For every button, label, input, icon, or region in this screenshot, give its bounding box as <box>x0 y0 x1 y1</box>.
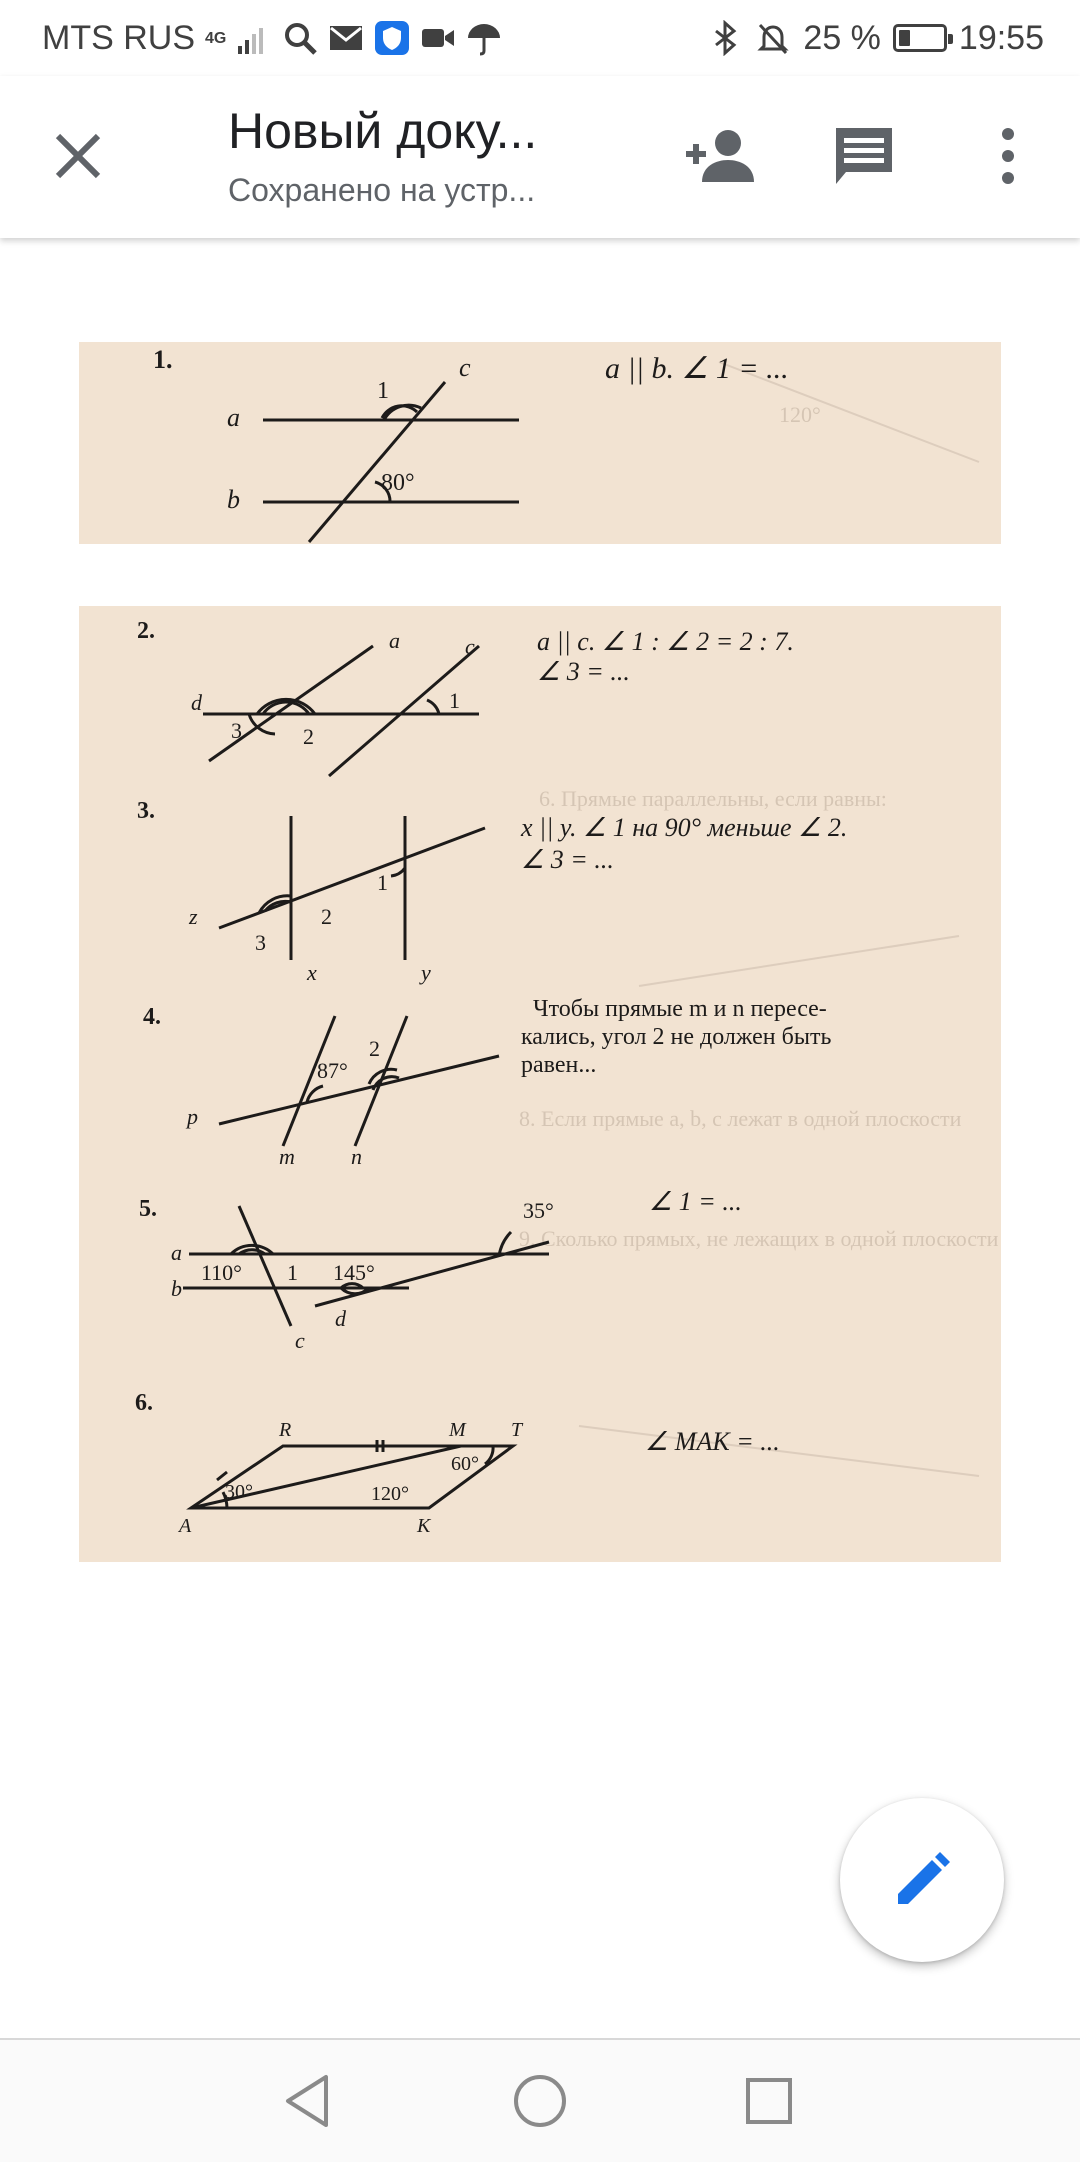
close-icon <box>52 130 104 182</box>
svg-text:n: n <box>351 1144 362 1169</box>
svg-text:8. Если прямые a, b, c лежат в: 8. Если прямые a, b, c лежат в одной плоскости <box>519 1106 962 1131</box>
svg-text:6.: 6. <box>135 1390 153 1416</box>
svg-text:Чтобы прямые m и n пересе-: Чтобы прямые m и n пересе- <box>533 996 827 1022</box>
document-subtitle: Сохранено на устр... <box>228 172 536 208</box>
svg-text:80°: 80° <box>381 470 415 496</box>
svg-text:120°: 120° <box>371 1483 409 1505</box>
svg-text:3.: 3. <box>137 798 155 824</box>
add-person-icon <box>684 126 756 186</box>
svg-text:2: 2 <box>303 724 314 749</box>
svg-text:d: d <box>335 1306 346 1331</box>
svg-text:A: A <box>179 1515 192 1537</box>
battery-percent: 25 % <box>803 18 881 57</box>
problem-1-figure <box>79 342 1001 544</box>
svg-text:35°: 35° <box>523 1198 554 1223</box>
comments-button[interactable] <box>828 120 900 192</box>
svg-text:a: a <box>171 1240 182 1265</box>
svg-text:y: y <box>421 960 431 985</box>
recents-icon <box>744 2076 794 2126</box>
svg-text:K: K <box>417 1515 431 1537</box>
umbrella-icon <box>466 20 502 56</box>
bluetooth-icon <box>707 20 743 56</box>
mute-icon <box>755 20 791 56</box>
more-button[interactable] <box>972 120 1044 192</box>
battery-icon <box>893 24 947 52</box>
status-bar <box>0 0 1080 76</box>
scanned-image-1 <box>79 342 1001 544</box>
signal-icon <box>236 20 272 56</box>
svg-text:145°: 145° <box>333 1260 375 1285</box>
svg-text:6. Прямые параллельны, если ра: 6. Прямые параллельны, если равны: <box>539 786 887 811</box>
svg-text:3: 3 <box>231 718 242 743</box>
problem-1-condition: a || b. ∠ 1 = ... <box>605 352 789 385</box>
svg-text:c: c <box>295 1328 305 1353</box>
svg-text:T: T <box>511 1419 523 1441</box>
home-button[interactable] <box>505 2066 575 2136</box>
svg-text:9. Сколько прямых, не лежащих: 9. Сколько прямых, не лежащих в одной плоскости <box>519 1226 999 1251</box>
share-button[interactable] <box>684 120 756 192</box>
shield-icon <box>374 20 410 56</box>
svg-text:d: d <box>191 690 202 715</box>
svg-text:60°: 60° <box>451 1453 479 1475</box>
navigation-bar <box>0 2038 1080 2162</box>
close-button[interactable] <box>46 124 110 188</box>
svg-text:5.: 5. <box>139 1196 157 1222</box>
svg-text:x || y. ∠ 1 на 90° меньше ∠: x || y. ∠ 1 на 90° меньше ∠ 2. <box>521 813 848 842</box>
svg-text:∠ MAK = ...: ∠ MAK = ... <box>645 1427 780 1456</box>
svg-text:1: 1 <box>287 1260 298 1285</box>
document-body[interactable] <box>0 238 1080 2038</box>
pencil-icon <box>892 1850 952 1910</box>
svg-text:∠ 3 = ...: ∠ 3 = ... <box>537 657 630 686</box>
recents-button[interactable] <box>734 2066 804 2136</box>
edit-button[interactable] <box>840 1798 1004 1962</box>
svg-text:z: z <box>189 904 198 929</box>
svg-text:c: c <box>459 353 471 382</box>
svg-text:a || c. ∠ 1 : ∠ 2 = 2 : 7.: a || c. ∠ 1 : ∠ 2 = 2 : 7. <box>537 627 794 656</box>
document-title: Новый доку... <box>228 103 538 159</box>
problems-2-6-figures <box>79 606 1001 1562</box>
svg-text:равен...: равен... <box>521 1052 597 1078</box>
clock: 19:55 <box>958 18 1044 57</box>
svg-text:∠ 3 = ...: ∠ 3 = ... <box>521 845 614 874</box>
svg-text:110°: 110° <box>201 1260 242 1285</box>
svg-text:c: c <box>465 634 475 659</box>
network-type: 4G <box>205 29 227 47</box>
svg-text:1: 1 <box>377 870 388 895</box>
svg-text:кались, угол 2 не должен быть: кались, угол 2 не должен быть <box>521 1024 832 1050</box>
video-icon <box>420 20 456 56</box>
svg-text:2: 2 <box>321 904 332 929</box>
carrier-label: MTS RUS <box>42 18 195 57</box>
svg-text:2: 2 <box>369 1036 380 1061</box>
app-bar <box>0 76 1080 238</box>
mail-icon <box>328 20 364 56</box>
svg-text:a: a <box>227 403 240 432</box>
svg-text:M: M <box>449 1419 466 1441</box>
svg-text:∠ 1 = ...: ∠ 1 = ... <box>649 1187 742 1216</box>
svg-text:1: 1 <box>377 378 389 404</box>
svg-text:87°: 87° <box>317 1058 348 1083</box>
svg-text:30°: 30° <box>225 1481 253 1503</box>
svg-text:4.: 4. <box>143 1004 161 1030</box>
more-icon <box>998 126 1018 186</box>
svg-text:120°: 120° <box>779 402 821 427</box>
svg-text:2.: 2. <box>137 618 155 644</box>
problem-1-number: 1. <box>153 345 173 374</box>
svg-text:b: b <box>171 1276 182 1301</box>
svg-text:a: a <box>389 628 400 653</box>
back-button[interactable] <box>272 2066 342 2136</box>
svg-text:3: 3 <box>255 930 266 955</box>
svg-text:m: m <box>279 1144 295 1169</box>
back-icon <box>282 2073 332 2129</box>
svg-text:p: p <box>187 1104 198 1129</box>
svg-text:1: 1 <box>449 688 460 713</box>
svg-text:b: b <box>227 485 240 514</box>
svg-text:x: x <box>307 960 317 985</box>
comment-icon <box>832 124 896 188</box>
scanned-image-2 <box>79 606 1001 1562</box>
search-icon <box>282 20 318 56</box>
svg-text:R: R <box>279 1419 292 1441</box>
home-icon <box>512 2073 568 2129</box>
